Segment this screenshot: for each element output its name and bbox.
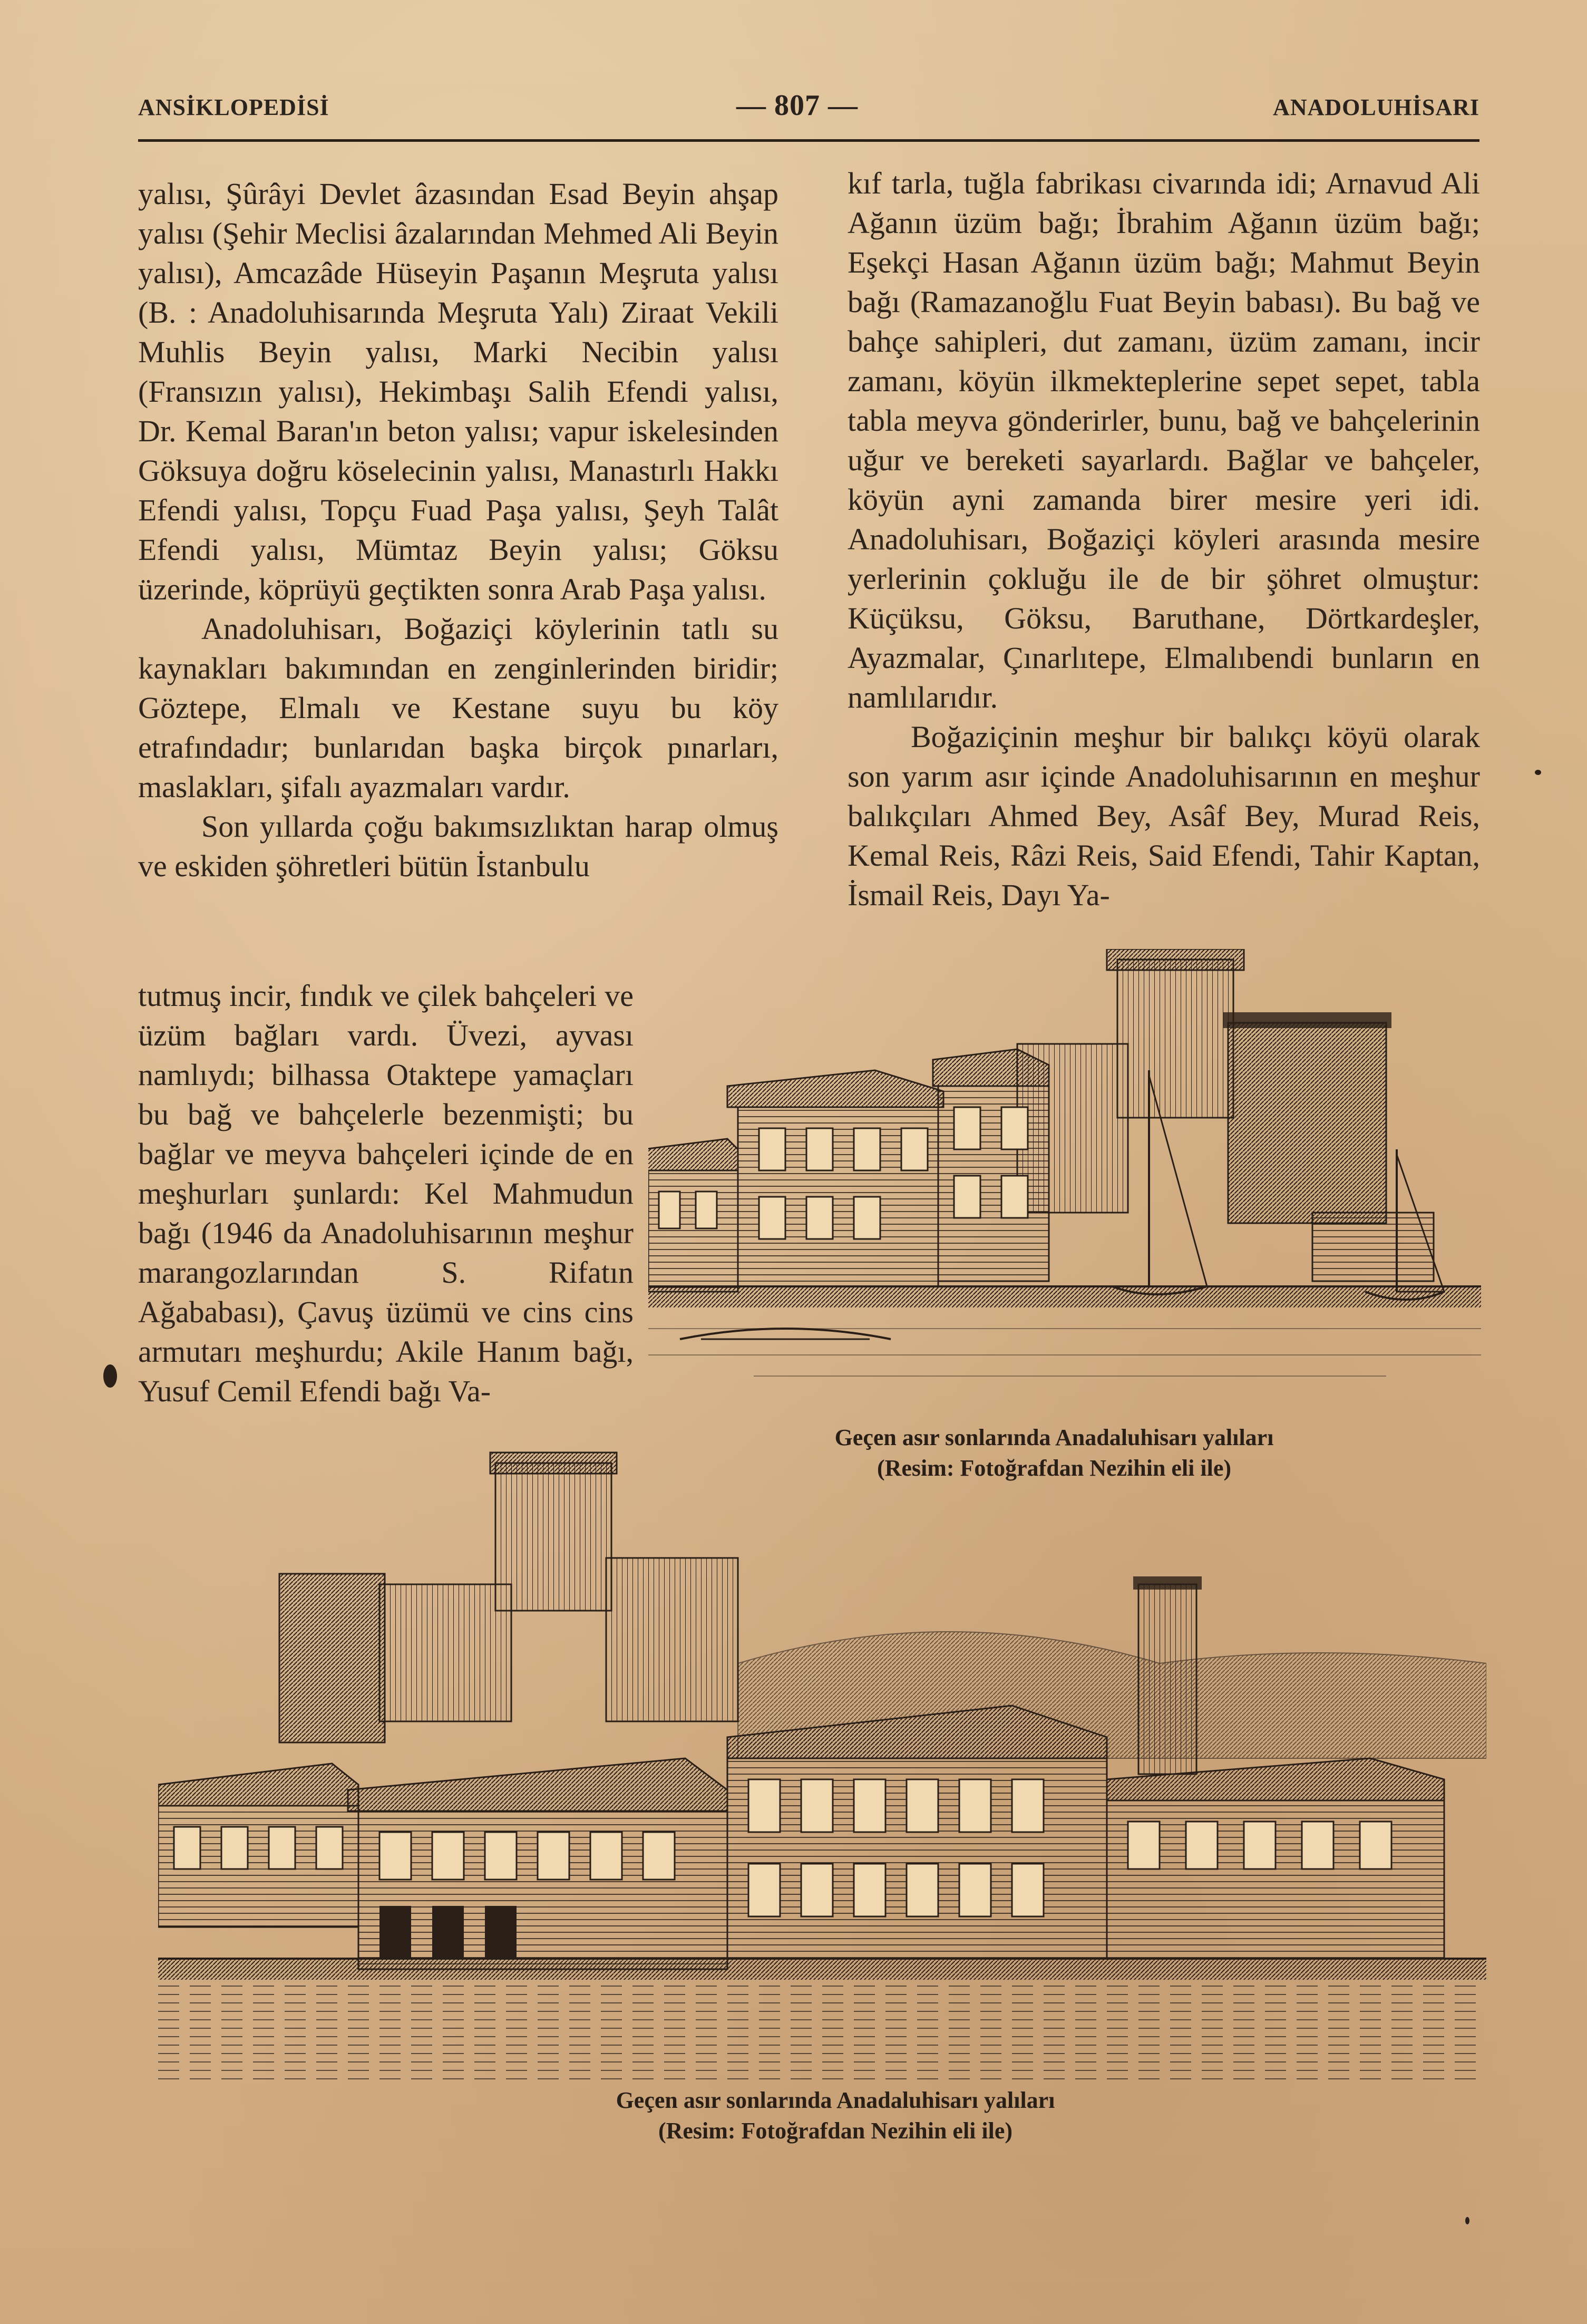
caption-bottom <box>535 2085 1136 2146</box>
illustration-yalilar-top <box>648 949 1481 1402</box>
page-number: — 807 — <box>736 89 858 122</box>
ink-spot <box>1465 2217 1469 2224</box>
caption-top-line-2: (Resim: Fotoğrafdan Nezihin eli ile) <box>877 1455 1232 1481</box>
ink-spot <box>103 1364 117 1388</box>
left-paragraph-2: Anadoluhisarı, Boğaziçi köylerinin tatlı su kaynakları bakımından en zenginlerinden biridir; Göztepe, Elmalı ve Kestane suyu bu köy etrafındadır; bunlarıdan başka birçok pınarları, maslakları, şifalı ayazmaları vardır. <box>138 612 778 804</box>
header-rule <box>138 139 1479 142</box>
left-paragraph-1: yalısı, Şûrâyi Devlet âzasından Esad Beyin ahşap yalısı (Şehir Meclisi âzalarından Mehmed Ali Beyin yalısı), Amcazâde Hüseyin Paşanın Meşruta yalısı (B. : Anadoluhisarında Meşruta Yalı) Ziraat Vekili Muhlis Beyin yalısı, Marki Necibin yalısı (Fransızın yalısı), Hekimbaşı Salih Efendi yalısı, Dr. Kemal Baran'ın beton yalısı; vapur iskelesinden Göksuya doğru köselecinin yalısı, Manastırlı Hakkı Efendi yalısı, Topçu Fuad Paşa yalısı, Şeyh Talât Efendi yalısı, Mümtaz Beyin yalısı; Göksu üzerinde, köprüyü geçtikten sonra Arab Paşa yalısı. <box>138 177 778 606</box>
right-paragraph-2: Boğaziçinin meşhur bir balıkçı köyü olarak son yarım asır içinde Anadoluhisarının en meşhur balıkçıları Ahmed Bey, Asâf Bey, Murad Reis, Kemal Reis, Râzi Reis, Said Efendi, Tahir Kaptan, İsmail Reis, Dayı Ya- <box>848 720 1480 912</box>
page-header <box>138 89 1479 125</box>
left-column-narrow <box>138 976 634 1411</box>
ink-spot <box>1535 770 1541 775</box>
caption-bottom-line-2: (Resim: Fotoğrafdan Nezihin eli ile) <box>658 2118 1013 2144</box>
right-paragraph-1: kıf tarla, tuğla fabrikası civarında idi; Arnavud Ali Ağanın üzüm bağı; İbrahim Ağanın üzüm bağı; Eşekçi Hasan Ağanın üzüm bağı; Mahmut Beyin bağı (Ramazanoğlu Fuat Beyin babası). Bu bağ ve bahçe sahipleri, dut zamanı, üzüm zamanı, incir zamanı, köyün ilkmekteplerine sepet sepet, tabla tabla meyva gönderirler, bunu, bağ ve bahçelerinin uğur ve bereketi sayarlardı. Bağlar ve bahçeler, köyün ayni zamanda birer mesire yeri idi. Anadoluhisarı, Boğaziçi köyleri arasında mesire yerlerinin çokluğu ile de bir şöhret olmuştur: Küçüksu, Göksu, Baruthane, Dörtkardeşler, Ayazmalar, Çınarlıtepe, Elmalıbendi bunların en namlılarıdır. <box>848 166 1480 714</box>
header-right-title: ANADOLUHİSARI <box>1273 94 1479 120</box>
caption-top-line-1: Geçen asır sonlarında Anadaluhisarı yalıları <box>834 1425 1274 1450</box>
left-column-top <box>138 174 778 886</box>
header-left-title: ANSİKLOPEDİSİ <box>138 94 329 120</box>
caption-bottom-line-1: Geçen asır sonlarında Anadaluhisarı yalıları <box>616 2087 1055 2113</box>
left-paragraph-3-continued: tutmuş incir, fındık ve çilek bahçeleri ve üzüm bağları vardı. Üvezi, ayvası namlıydı; bilhassa Otaktepe yamaçları bu bağ ve bahçelerle bezenmişti; bu bağlar ve meyva bahçeleri içinde de en meşhurları şunlardı: Kel Mahmudun bağı (1946 da Anadoluhisarının meşhur marangozlarından S. Rifatın Ağababası), Çavuş üzümü ve cins cins armutarı meşhurdu; Akile Hanım bağı, Yusuf Cemil Efendi bağı Va- <box>138 979 634 1408</box>
illustration-yalilar-bottom <box>158 1442 1486 2085</box>
left-paragraph-3-top: Son yıllarda çoğu bakımsızlıktan harap olmuş ve eskiden şöhretleri bütün İstanbulu <box>138 809 778 883</box>
right-column <box>848 163 1480 915</box>
